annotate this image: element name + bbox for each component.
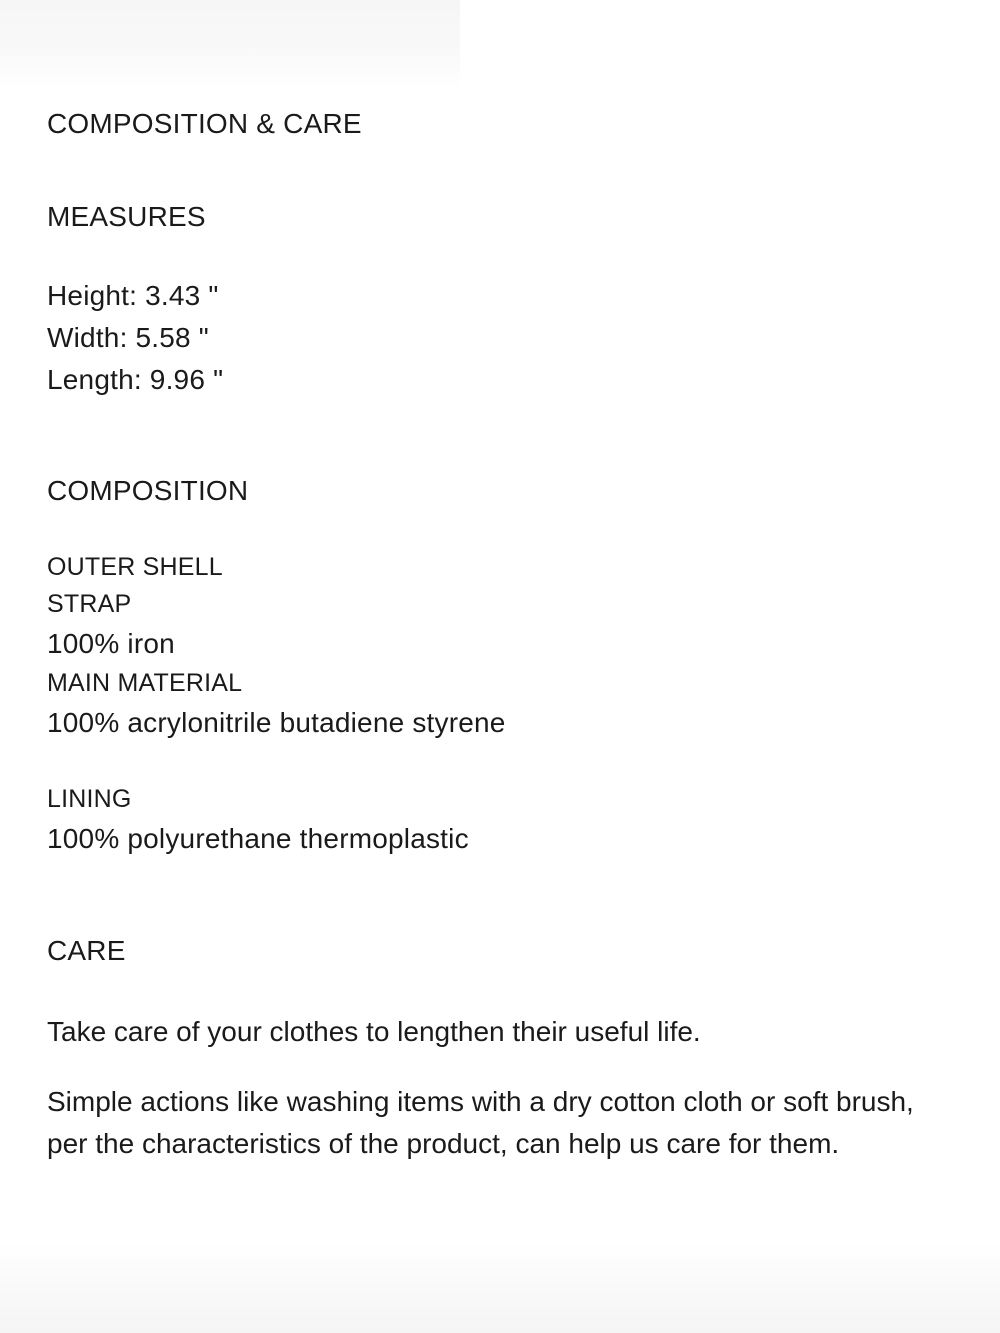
lining-value: 100% polyurethane thermoplastic <box>47 823 469 854</box>
outer-shell-label: OUTER SHELL <box>47 553 223 581</box>
main-material-value: 100% acrylonitrile butadiene styrene <box>47 707 506 738</box>
page-title: COMPOSITION & CARE <box>47 108 362 139</box>
care-paragraph-2: Simple actions like washing items with a dry cotton cloth or soft brush, per the characteristics of the product, can help us care for them. <box>47 1086 914 1159</box>
strap-value: 100% iron <box>47 628 175 659</box>
measure-width: Width: 5.58 " <box>47 322 209 353</box>
top-faded-image-area <box>0 0 460 88</box>
lining-label: LINING <box>47 785 132 813</box>
main-material-label: MAIN MATERIAL <box>47 669 243 697</box>
measure-length: Length: 9.96 " <box>47 364 224 395</box>
strap-label: STRAP <box>47 590 132 618</box>
care-paragraph-1: Take care of your clothes to lengthen their useful life. <box>47 1016 701 1047</box>
measures-heading: MEASURES <box>47 201 206 232</box>
care-heading: CARE <box>47 935 126 966</box>
measure-height: Height: 3.43 " <box>47 280 219 311</box>
bottom-faded-area <box>0 1243 1000 1333</box>
composition-heading: COMPOSITION <box>47 475 249 506</box>
